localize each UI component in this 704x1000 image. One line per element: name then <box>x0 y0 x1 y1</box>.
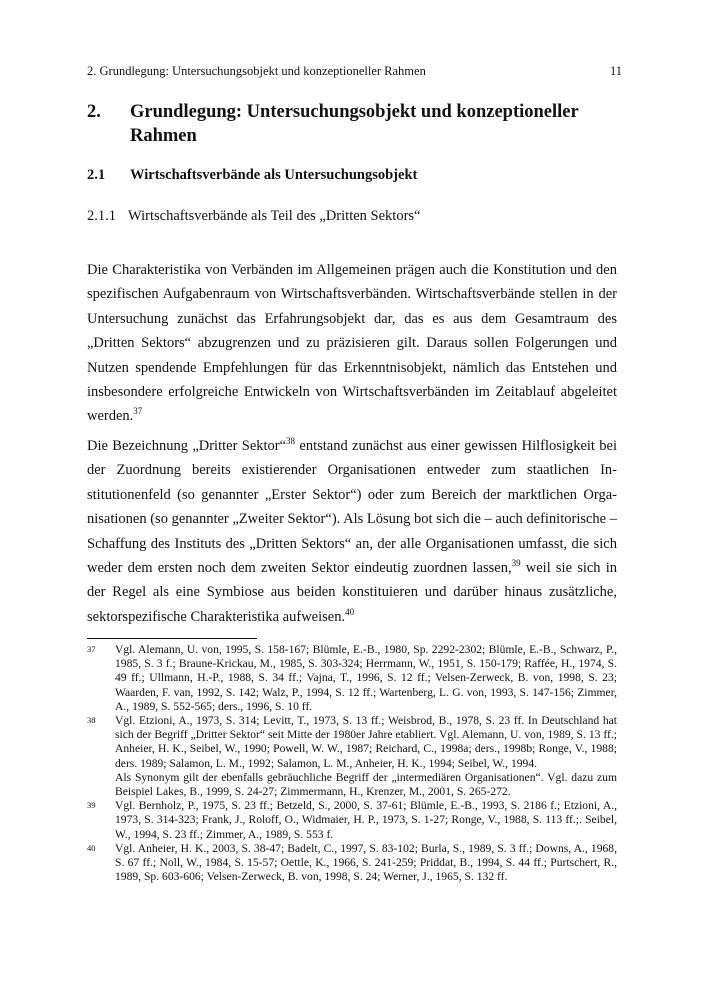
paragraph-1 <box>87 258 617 429</box>
footnote-number: 37 <box>87 644 96 654</box>
footnote-38-continuation: Als Synonym gilt der ebenfalls gebräuchliche Begriff der „intermediären Organisationen“. Vgl. dazu zum Beispiel Lakes, B., 1999, S. 24-27; Zimmermann, H., Krenzer, M., 2001, S. 265-272. <box>115 770 617 799</box>
footnote-40 <box>87 842 617 885</box>
footnote-text: Vgl. Etzioni, A., 1973, S. 314; Levitt, T., 1973, S. 13 ff.; Weisbrod, B., 1978, S. 23 ff. In Deutschland hat sich der Begriff „Dritter Sektor“ seit Mitte der 1980er Jahre etabliert. Vgl. Alemann, U. von, 1989, S. 13 ff.; Anheier, H. K., Seibel, W., 1990; Powell, W. W., 1987; Reichard, C., 1998a; ders., 1998b; Ronge, V., 1988; ders. 1989; Salamon, L. M., 1992; Salamon, L. M., Anheier, H. K., 1994; Seibel, W., 1994. <box>115 714 617 770</box>
footnote-38 <box>87 714 617 771</box>
footnote-ref-40[interactable]: 40 <box>345 607 355 618</box>
subsection-heading <box>87 208 420 225</box>
paragraph-2-text-2: entstand zunächst aus einer gewissen Hilflosigkeit bei der Zuordnung bereits existierender Organisationen entweder zum staatlichen Institutionenfeld (so genannter „Erster Sektor“) oder zum Bereich der marktlichen Organisationen (so genannter „Zweiter Sektor“). Als Lösung bot sich die – auch definitorische – Schaffung des Instituts des „Dritten Sektors“ an, der alle Organisationen umfasst, die sich weder dem ersten noch dem zweiten Sektor eindeutig zuordnen lassen, <box>87 438 617 577</box>
paragraph-1-text: Die Charakteristika von Verbänden im Allgemeinen prägen auch die Konstitution und den spezifischen Aufgabenraum von Wirtschaftsverbänden. Wirtschaftsverbände stellen in der Untersuchung zunächst das Erfahrungsobjekt dar, das es aus dem Gesamtraum des „Dritten Sektors“ abzugrenzen und zu präzisieren gilt. Daraus sollen Folgerungen und Nutzen spendende Empfehlungen für das Erkenntnisobjekt, nämlich das Entstehen und insbesondere erfolgreiche Entwickeln von Wirtschaftsverbänden im Zeitablauf abgeleitet werden. <box>87 262 617 425</box>
footnote-text: Vgl. Bernholz, P., 1975, S. 23 ff.; Betzeld, S., 2000, S. 37-61; Blümle, E.-B., 1993, S. 2186 f.; Etzioni, A., 1973, S. 314-323; Frank, J., Roloff, O., Widmaier, H. P., 1973, S. 1-27; Ronge, V., 1988, S. 113 ff.;. Seibel, W., 1994, S. 23 ff.; Zimmer, A., 1989, S. 553 f. <box>115 799 617 841</box>
footnote-separator <box>87 638 257 639</box>
section-title: Wirtschaftsverbände als Untersuchungsobjekt <box>130 167 418 183</box>
footnote-number: 40 <box>87 842 96 853</box>
subsection-number: 2.1.1 <box>87 208 116 224</box>
section-number: 2.1 <box>87 167 106 183</box>
footnote-ref-38[interactable]: 38 <box>286 436 296 447</box>
subsection-title: Wirtschaftsverbände als Teil des „Dritten Sektors“ <box>128 208 421 224</box>
chapter-heading <box>87 100 607 148</box>
footnote-ref-37[interactable]: 37 <box>133 406 143 417</box>
paragraph-2-text-1: Die Bezeichnung „Dritter Sektor“ <box>87 438 287 454</box>
running-title: 2. Grundlegung: Untersuchungsobjekt und konzeptioneller Rahmen <box>87 64 426 78</box>
footnote-37 <box>87 643 617 714</box>
footnote-number: 38 <box>87 715 96 726</box>
running-header <box>87 64 622 79</box>
page-number: 11 <box>609 64 622 78</box>
footnote-39 <box>87 799 617 842</box>
footnote-ref-39[interactable]: 39 <box>511 558 521 569</box>
footnote-number: 39 <box>87 800 96 811</box>
footnote-text: Vgl. Anheier, H. K., 2003, S. 38-47; Badelt, C., 1997, S. 83-102; Burla, S., 1989, S. 3 ff.; Downs, A., 1968, S. 67 ff.; Noll, W., 1984, S. 15-57; Oettle, K., 1966, S. 241-259; Priddat, B., 1994, S. 44 ff.; Purtschert, R., 1989, Sp. 603-606; Velsen-Zerweck, B. von, 1998, S. 24; Werner, J., 1965, S. 132 ff. <box>115 841 617 884</box>
section-heading <box>87 167 417 184</box>
chapter-title: Grundlegung: Untersuchungsobjekt und konzeptioneller Rahmen <box>130 102 579 146</box>
paragraph-2 <box>87 434 617 629</box>
chapter-number: 2. <box>87 102 101 122</box>
paragraph-2-text-3: weil sie sich in der Regel als eine Symbiose aus beiden konstituieren und darüber hinaus zusätzliche, sektorspezifische Charakteristika aufweisen. <box>87 560 617 625</box>
footnotes <box>87 643 617 884</box>
footnote-text: Vgl. Alemann, U. von, 1995, S. 158-167; Blümle, E.-B., 1980, Sp. 2292-2302; Blümle, E.-B., Schwarz, P., 1985, S. 3 f.; Braune-Krickau, M., 1985, S. 303-324; Herrmann, W., 1951, S. 150-179; Raffée, H., 1974, S. 49 ff.; Ullmann, H.-P., 1988, S. 34 ff.; Vajna, T., 1996, S. 12 ff.; Velsen-Zerweck, B. von, 1998, S. 23; Waarden, F. van, 1992, S. 142; Walz, P., 1994, S. 12 ff.; Wartenberg, L. G. von, 1993, S. 147-156; Zimmer, A., 1989, S. 552-565; ders., 1996, S. 10 ff. <box>115 643 617 713</box>
